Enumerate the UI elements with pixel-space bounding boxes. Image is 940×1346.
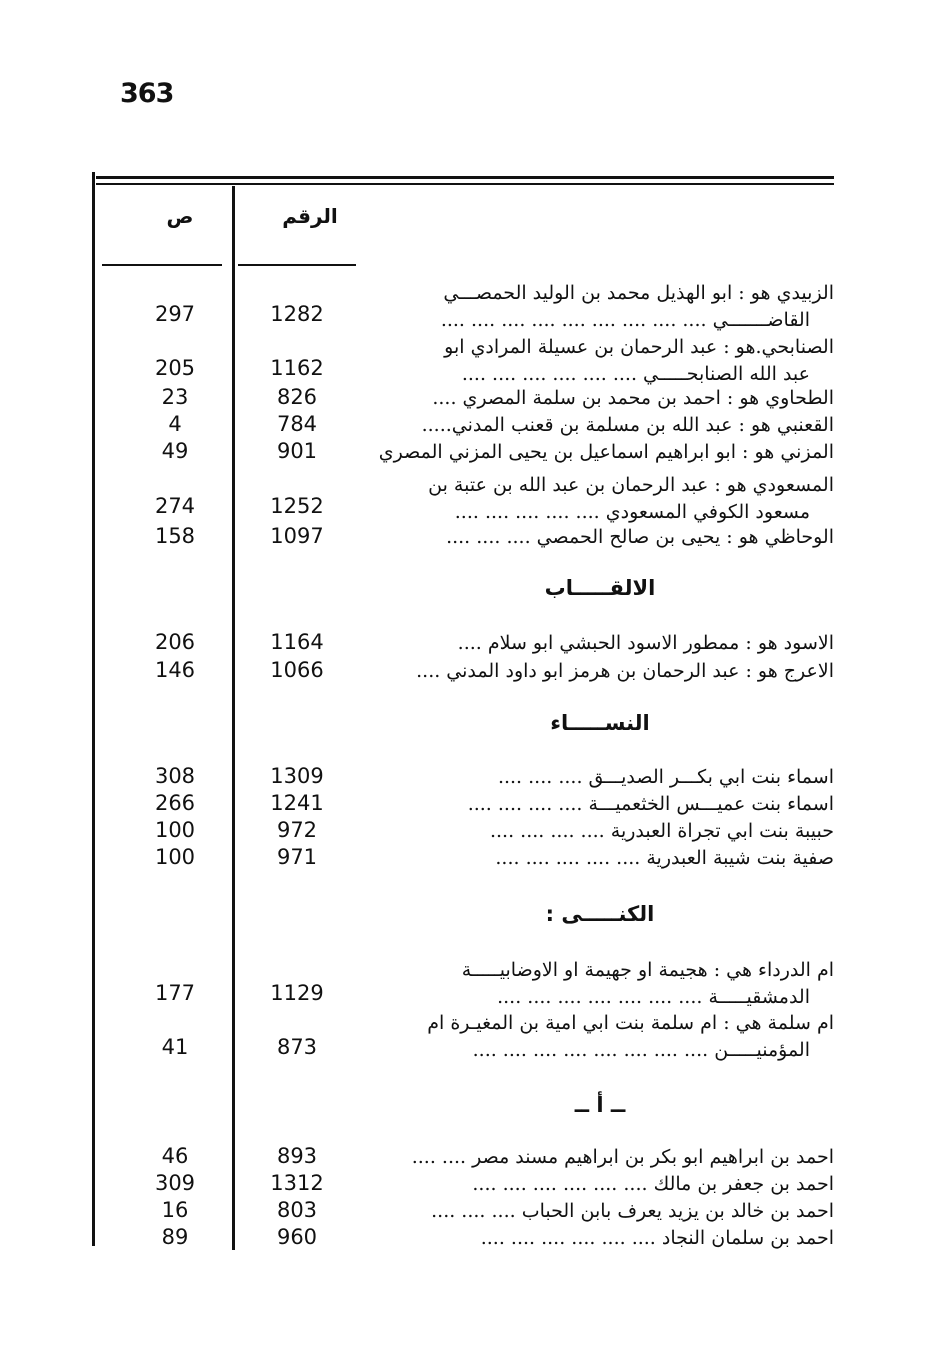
section-title-alqab: الالقـــــاب: [544, 576, 656, 600]
entry-page: 23: [161, 385, 189, 409]
number-header-underline: [238, 264, 356, 266]
entry-page: 46: [161, 1144, 189, 1168]
list-item: الزبيدي هو : ابو الهذيل محمد بن الوليد الحمصـــي القاضـــــــي .... .... .... .... .... .... .... .... .... 1282 297: [0, 280, 940, 281]
entry-number: 901: [276, 439, 318, 463]
list-item: الوحاظي هو : يحيى بن صالح الحمصي .... .... .... 1097 158: [0, 524, 940, 525]
entry-number: 873: [276, 1035, 318, 1059]
entry-number: 893: [276, 1144, 318, 1168]
entry-number: 1066: [270, 658, 324, 682]
section-title-kuna: الكنـــــى :: [545, 902, 655, 926]
page-number: 363: [120, 78, 174, 109]
entry-number: 1252: [270, 494, 324, 518]
entry-number: 1312: [270, 1171, 324, 1195]
top-rule: [96, 176, 834, 179]
entry-page: 100: [154, 818, 196, 842]
entry-number: 784: [276, 412, 318, 436]
page-header-underline: [102, 264, 222, 266]
entry-page: 206: [154, 630, 196, 654]
list-item: ام الدرداء هي : هجيمة او جهيمة او الاوضابيـــــة الدمشقيـــــة .... .... .... .... .... .... .... 1129 177: [0, 957, 940, 958]
entry-page: 266: [154, 791, 196, 815]
entry-number: 826: [276, 385, 318, 409]
entry-page: 49: [161, 439, 189, 463]
entry-number: 1282: [270, 302, 324, 326]
entry-page: 177: [154, 981, 196, 1005]
entry-page: 16: [161, 1198, 189, 1222]
entry-number: 972: [276, 818, 318, 842]
list-item: حبيبة بنت ابي تجراة العبدرية .... .... .... .... 972 100: [0, 818, 940, 819]
entry-page: 41: [161, 1035, 189, 1059]
list-item: المسعودي هو : عبد الرحمان بن عبد الله بن عتبة بن مسعود الكوفي المسعودي .... .... .... .... .... 1252 274: [0, 472, 940, 473]
entry-number: 1097: [270, 524, 324, 548]
entry-number: 1309: [270, 764, 324, 788]
list-item: احمد بن خالد بن يزيد يعرف بابن الحباب .... .... .... 803 16: [0, 1198, 940, 1199]
list-item: القعنبي هو : عبد الله بن مسلمة بن قعنب المدني..... 784 4: [0, 412, 940, 413]
entry-number: 960: [276, 1225, 318, 1249]
list-item: الاسود هو : ممطور الاسود الحبشي ابو سلام .... 1164 206: [0, 630, 940, 631]
entry-page: 274: [154, 494, 196, 518]
entry-page: 308: [154, 764, 196, 788]
top-rule-thin: [96, 183, 834, 185]
number-column-header: الرقم: [282, 204, 338, 228]
list-item: اسماء بنت عميـــس الخثعميـــة .... .... .... .... 1241 266: [0, 791, 940, 792]
list-item: احمد بن جعفر بن مالك .... .... .... .... .... .... 1312 309: [0, 1171, 940, 1172]
list-item: احمد بن ابراهيم ابو بكر بن ابراهيم مسند مصر .... .... 893 46: [0, 1144, 940, 1145]
entry-number: 971: [276, 845, 318, 869]
entry-page: 146: [154, 658, 196, 682]
list-item: المزني هو : ابو ابراهيم اسماعيل بن يحيى المزني المصري 901 49: [0, 439, 940, 440]
entry-number: 803: [276, 1198, 318, 1222]
entry-number: 1241: [270, 791, 324, 815]
column-divider: [232, 186, 235, 1250]
list-item: الطحاوي هو : احمد بن محمد بن سلمة المصري .... 826 23: [0, 385, 940, 386]
entry-page: 309: [154, 1171, 196, 1195]
entry-page: 89: [161, 1225, 189, 1249]
list-item: ام سلمة هي : ام سلمة بنت ابي امية بن المغيـرة ام المؤمنيـــــن .... .... .... .... .... .... .... .... 873 41: [0, 1010, 940, 1011]
entry-page: 205: [154, 356, 196, 380]
list-item: الاعرج هو : عبد الرحمان بن هرمز ابو داود المدني .... 1066 146: [0, 658, 940, 659]
section-title-alif: ــ أ ــ: [574, 1093, 626, 1117]
entry-page: 4: [168, 412, 182, 436]
section-title-nisa: النســـــاء: [550, 711, 650, 735]
page-column-header: ص: [166, 204, 194, 228]
entry-page: 158: [154, 524, 196, 548]
list-item: صفية بنت شيبة العبدرية .... .... .... .... .... 971 100: [0, 845, 940, 846]
entry-number: 1164: [270, 630, 324, 654]
list-item: الصنابحي.هو : عبد الرحمان بن عسيلة المرادي ابو عبد الله الصنابحـــــي .... .... .... .... .... .... 1162 205: [0, 334, 940, 335]
entry-page: 297: [154, 302, 196, 326]
entry-number: 1129: [270, 981, 324, 1005]
list-item: اسماء بنت ابي بكـــر الصديـــق .... .... .... 1309 308: [0, 764, 940, 765]
entry-number: 1162: [270, 356, 324, 380]
entry-page: 100: [154, 845, 196, 869]
list-item: احمد بن سلمان النجاد .... .... .... .... .... .... 960 89: [0, 1225, 940, 1226]
